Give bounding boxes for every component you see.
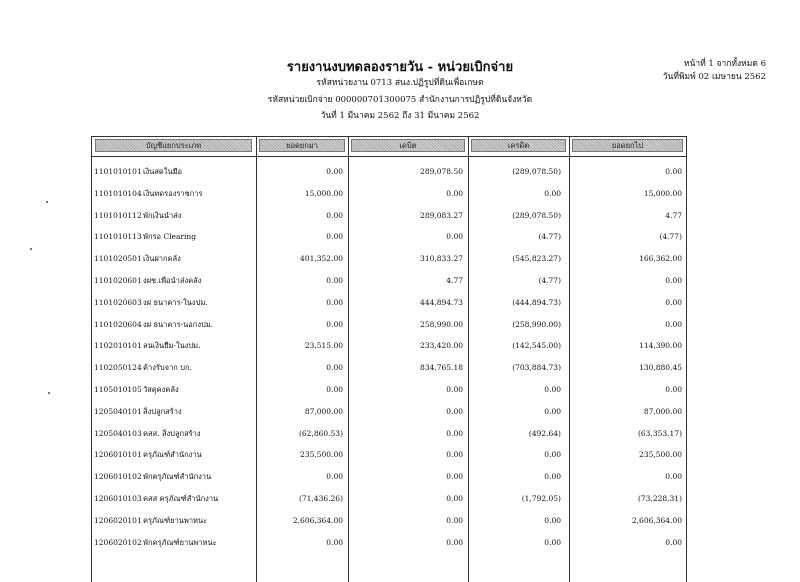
table-row: [91, 535, 687, 555]
brought-forward-value: 401,352.00: [300, 254, 343, 264]
table-row: [91, 469, 687, 489]
debit-value: 0.00: [446, 385, 463, 394]
account-code: 1101010101: [94, 167, 142, 176]
carried-forward-value: 0.00: [665, 472, 682, 482]
credit-value: 0.00: [544, 406, 561, 416]
period-line: วันที่ 1 มีนาคม 2562 ถึง 31 มีนาคม 2562: [320, 111, 480, 121]
table-row: [91, 273, 687, 293]
debit-value: 0.00: [446, 472, 463, 482]
debit-value: 289,083.27: [420, 210, 463, 220]
account-name: ลนเงินยืม-ในงปม.: [143, 341, 201, 351]
table-top-border: [91, 136, 687, 137]
account-code: 1206020102: [94, 537, 142, 547]
carried-forward-value: 0.00: [665, 385, 682, 394]
debit-value: 0.00: [446, 450, 463, 460]
brought-forward-value: 15,000.00: [304, 188, 343, 198]
account-name: พักครุภัณฑ์สำนักงาน: [143, 472, 212, 482]
debit-value: 0.00: [446, 406, 463, 416]
debit-value: 0.00: [446, 188, 463, 198]
trial-balance-table: [91, 136, 687, 582]
debit-value: 0.00: [446, 515, 463, 525]
credit-value: (1,792.05): [521, 494, 561, 503]
debit-value: 233,420.00: [420, 341, 463, 351]
print-date: วันที่พิมพ์ 02 เมษายน 2562: [662, 72, 766, 82]
carried-forward-value: 114,390.00: [639, 341, 682, 351]
brought-forward-value: 87,000.00: [304, 406, 343, 416]
carried-forward-value: (73,228.31): [637, 494, 682, 503]
carried-forward-value: 0.00: [665, 167, 682, 176]
brought-forward-value: 2,606,364.00: [292, 515, 343, 525]
credit-value: (142,545.00): [512, 341, 561, 351]
account-code: 1206020101: [94, 515, 142, 525]
debit-value: 0.00: [446, 494, 463, 503]
brought-forward-value: 0.00: [326, 210, 343, 220]
debit-value: 444,894.73: [420, 297, 463, 307]
account-code: 1102010101: [94, 341, 142, 351]
header-account: บัญชีแยกประเภท: [95, 139, 252, 152]
credit-value: 0.00: [544, 188, 561, 198]
credit-value: (258,990.00): [512, 319, 561, 329]
account-name: สิ่งปลูกสร้าง: [143, 406, 182, 416]
credit-value: (444,894.73): [512, 297, 561, 307]
table-row: [91, 338, 687, 358]
brought-forward-value: 0.00: [326, 167, 343, 176]
disbursing-unit-line: รหัสหน่วยเบิกจ่าย 000000701300075 สำนักงานการปฏิรูปที่ดินจังหวัด: [267, 95, 533, 105]
brought-forward-value: 0.00: [326, 276, 343, 285]
brought-forward-value: 23,515.00: [304, 341, 343, 351]
credit-value: 0.00: [544, 537, 561, 547]
table-row: [91, 513, 687, 533]
brought-forward-value: 0.00: [326, 472, 343, 482]
scan-speck: [30, 248, 32, 250]
account-name: เงินสดในมือ: [143, 167, 183, 176]
carried-forward-value: 0.00: [665, 276, 682, 285]
header-credit: เครดิต: [471, 139, 566, 152]
account-code: 1101020604: [94, 319, 142, 329]
account-code: 1101020501: [94, 254, 142, 264]
debit-value: 0.00: [446, 537, 463, 547]
debit-value: 0.00: [446, 428, 463, 438]
account-name: คสส. สิ่งปลูกสร้าง: [143, 428, 201, 438]
credit-value: (492.64): [528, 428, 561, 438]
account-name: งฝ ธนาคาร-นอกงปม.: [143, 319, 214, 329]
carried-forward-value: 166,362.00: [639, 254, 682, 264]
account-name: งฝช.เพื่อนำส่งคลัง: [143, 276, 202, 285]
account-code: 1205040103: [94, 428, 142, 438]
account-code: 1101020601: [94, 276, 142, 285]
debit-value: 289,078.50: [420, 167, 463, 176]
credit-value: (4.77): [538, 276, 561, 285]
table-row: [91, 426, 687, 446]
carried-forward-value: 2,606,364.00: [631, 515, 682, 525]
credit-value: (4.77): [538, 232, 561, 242]
account-name: พักครุภัณฑ์ยานพาหนะ: [143, 537, 217, 547]
agency-line: รหัสหน่วยงาน 0713 สนง.ปฏิรูปที่ดินเพื่อเกษต: [316, 78, 484, 88]
brought-forward-value: 0.00: [326, 385, 343, 394]
account-code: 1101010104: [94, 188, 142, 198]
account-name: เงินทดรองราชการ: [143, 188, 203, 198]
brought-forward-value: 0.00: [326, 363, 343, 373]
table-row: [91, 447, 687, 467]
account-name: วัสดุคงคลัง: [143, 385, 179, 394]
brought-forward-value: (62,860.53): [298, 428, 343, 438]
header-bottom-border: [91, 156, 687, 157]
credit-value: (289,078.50): [512, 210, 561, 220]
account-code: 1101010112: [94, 210, 142, 220]
brought-forward-value: 0.00: [326, 297, 343, 307]
debit-value: 310,833.27: [420, 254, 463, 264]
credit-value: 0.00: [544, 450, 561, 460]
account-code: 1101020603: [94, 297, 142, 307]
account-code: 1101010113: [94, 232, 142, 242]
carried-forward-value: 0.00: [665, 297, 682, 307]
carried-forward-value: 4.77: [665, 210, 682, 220]
page-number: หน้าที่ 1 จากทั้งหมด 6: [683, 59, 766, 69]
table-row: [91, 317, 687, 337]
debit-value: 4.77: [446, 276, 463, 285]
carried-forward-value: 0.00: [665, 537, 682, 547]
account-code: 1102050124: [94, 363, 142, 373]
table-row: [91, 229, 687, 249]
credit-value: (703,884.73): [512, 363, 561, 373]
account-name: พักรอ Clearing: [143, 232, 197, 242]
account-name: ค้างรับจาก บก.: [143, 363, 192, 373]
credit-value: (289,078.50): [512, 167, 561, 176]
credit-value: 0.00: [544, 472, 561, 482]
account-name: คสส ครุภัณฑ์สำนักงาน: [143, 494, 219, 503]
report-title: รายงานงบทดลองรายวัน - หน่วยเบิกจ่าย: [286, 60, 514, 75]
table-row: [91, 208, 687, 228]
table-row: [91, 360, 687, 380]
debit-value: 0.00: [446, 232, 463, 242]
table-row: [91, 251, 687, 271]
account-code: 1206010101: [94, 450, 142, 460]
table-row: [91, 491, 687, 511]
account-code: 1206010102: [94, 472, 142, 482]
table-row: [91, 295, 687, 315]
credit-value: 0.00: [544, 385, 561, 394]
brought-forward-value: (71,436.26): [298, 494, 343, 503]
credit-value: 0.00: [544, 515, 561, 525]
carried-forward-value: 235,500.00: [639, 450, 682, 460]
account-name: เงินฝากคลัง: [143, 254, 181, 264]
brought-forward-value: 0.00: [326, 232, 343, 242]
scan-speck: [46, 201, 48, 203]
carried-forward-value: (63,353.17): [637, 428, 682, 438]
debit-value: 834,765.18: [420, 363, 463, 373]
account-code: 1205040101: [94, 406, 142, 416]
brought-forward-value: 0.00: [326, 537, 343, 547]
account-name: งฝ ธนาคาร-ในงปม.: [143, 297, 208, 307]
header-debit: เดบิต: [351, 139, 465, 152]
account-name: ครุภัณฑ์ยานพาหนะ: [143, 515, 208, 525]
table-row: [91, 382, 687, 402]
carried-forward-value: 0.00: [665, 319, 682, 329]
account-name: ครุภัณฑ์สำนักงาน: [143, 450, 202, 460]
account-code: 1206010103: [94, 494, 142, 503]
account-code: 1105010105: [94, 385, 142, 394]
table-row: [91, 164, 687, 184]
carried-forward-value: 130,880.45: [639, 363, 682, 373]
account-name: พักเงินนำส่ง: [143, 210, 182, 220]
table-row: [91, 186, 687, 206]
carried-forward-value: 15,000.00: [643, 188, 682, 198]
debit-value: 258,990.00: [420, 319, 463, 329]
credit-value: (545,823.27): [512, 254, 561, 264]
brought-forward-value: 235,500.00: [300, 450, 343, 460]
carried-forward-value: (4.77): [659, 232, 682, 242]
scan-speck: [48, 392, 50, 394]
brought-forward-value: 0.00: [326, 319, 343, 329]
carried-forward-value: 87,000.00: [643, 406, 682, 416]
header-brought-forward: ยอดยกมา: [259, 139, 345, 152]
header-carried-forward: ยอดยกไป: [572, 139, 683, 152]
table-row: [91, 404, 687, 424]
